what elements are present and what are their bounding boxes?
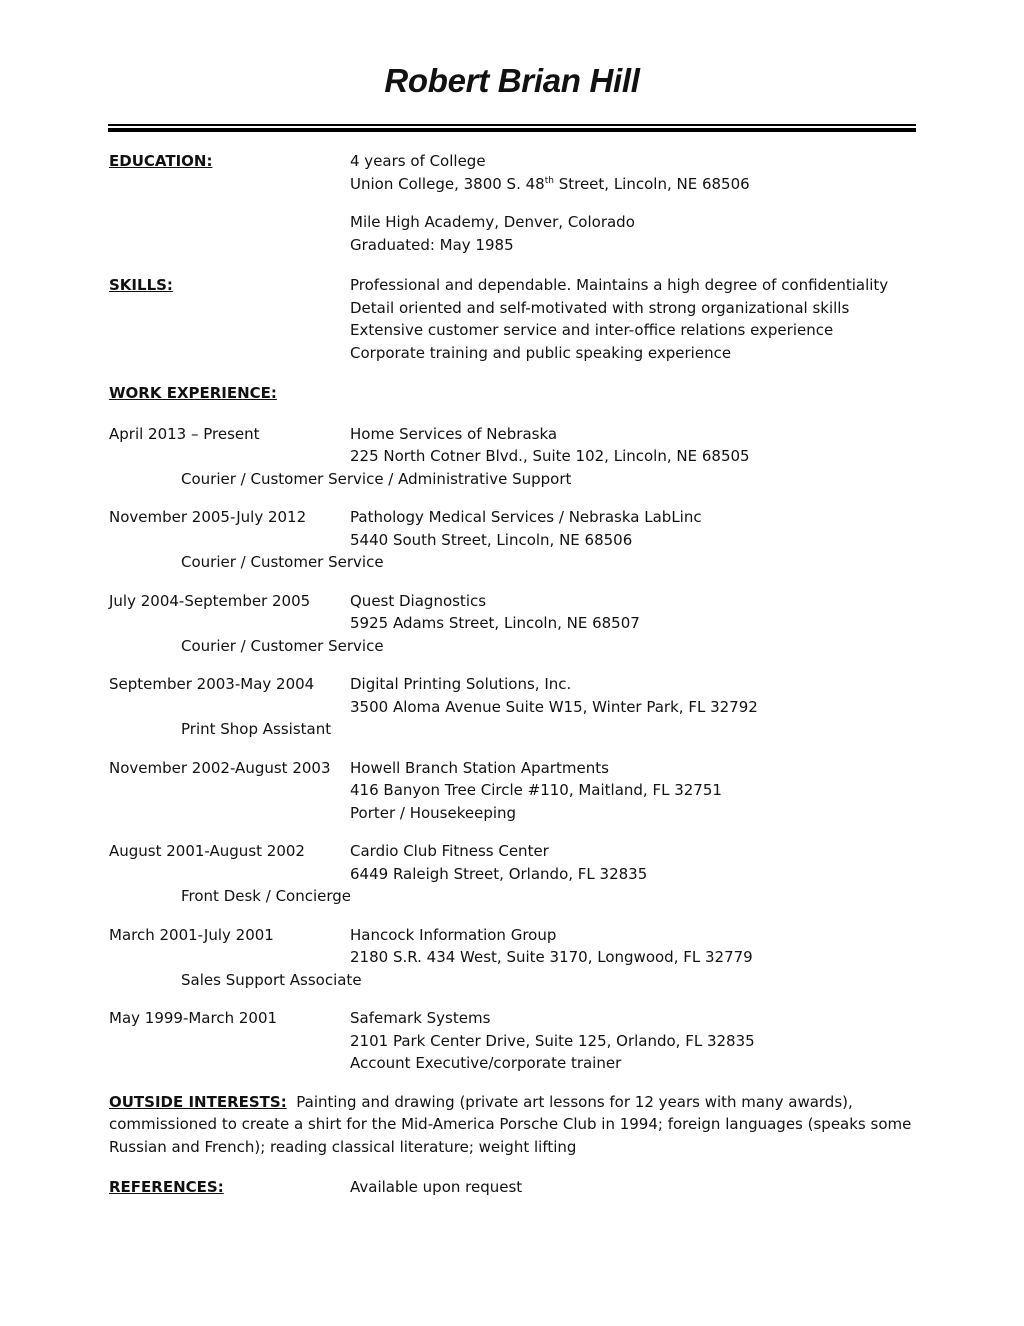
header-rule-thin — [108, 124, 916, 126]
skill-item: Professional and dependable. Maintains a high degree of confidentiality — [350, 276, 889, 294]
job-role: Courier / Customer Service / Administrative Support — [181, 469, 572, 488]
job-role: Print Shop Assistant — [181, 720, 332, 738]
references-heading: REFERENCES: — [109, 1178, 224, 1196]
job-entry — [109, 840, 919, 908]
job-dates: March 2001-July 2001 — [109, 925, 274, 944]
education-line: Union College, 3800 S. 48th Street, Lincoln, NE 68506 — [350, 174, 750, 193]
job-dates: November 2002-August 2003 — [109, 758, 331, 777]
job-employer: Digital Printing Solutions, Inc. — [350, 675, 572, 693]
work-experience-heading: WORK EXPERIENCE: — [109, 384, 277, 402]
candidate-name: Robert Brian Hill — [384, 62, 640, 99]
job-role: Porter / Housekeeping — [350, 803, 517, 822]
job-employer: Cardio Club Fitness Center — [350, 842, 549, 860]
skills-heading: SKILLS: — [109, 276, 173, 294]
job-dates: July 2004-September 2005 — [109, 591, 311, 610]
references-section — [109, 1176, 919, 1199]
job-address: 416 Banyon Tree Circle #110, Maitland, FL 32751 — [350, 781, 722, 799]
education-line: 4 years of College — [350, 152, 486, 170]
job-address: 5440 South Street, Lincoln, NE 68506 — [350, 530, 633, 549]
resume-body — [109, 150, 919, 1199]
skill-item: Corporate training and public speaking experience — [350, 343, 732, 362]
ordinal-superscript: th — [544, 175, 554, 186]
job-dates: September 2003-May 2004 — [109, 675, 315, 693]
skill-item: Detail oriented and self-motivated with strong organizational skills — [350, 298, 850, 317]
job-employer: Howell Branch Station Apartments — [350, 758, 609, 777]
job-role: Courier / Customer Service — [181, 553, 384, 571]
outside-interests-heading: OUTSIDE INTERESTS: — [109, 1092, 287, 1111]
education-section — [109, 150, 919, 256]
outside-interests-section — [109, 1091, 919, 1159]
job-address: 5925 Adams Street, Lincoln, NE 68507 — [350, 614, 640, 632]
job-entry — [109, 590, 919, 658]
job-dates: May 1999-March 2001 — [109, 1009, 278, 1027]
job-role: Sales Support Associate — [181, 970, 362, 989]
skill-item: Extensive customer service and inter-office relations experience — [350, 321, 834, 339]
job-employer: Home Services of Nebraska — [350, 424, 558, 443]
work-experience-section — [109, 382, 919, 1075]
job-entry — [109, 423, 919, 491]
job-dates: November 2005-July 2012 — [109, 508, 307, 526]
job-employer: Hancock Information Group — [350, 925, 557, 944]
education-line: Mile High Academy, Denver, Colorado — [350, 213, 635, 231]
job-address: 2180 S.R. 434 West, Suite 3170, Longwood, FL 32779 — [350, 948, 753, 966]
outside-interests-text: Painting and drawing (private art lessons for 12 years with many awards), commissioned to create a shirt for the Mid-America Porsche Club in 1994; foreign languages (speaks some Russian and French); reading classical literature; weight lifting — [109, 1092, 912, 1156]
job-entry — [109, 506, 919, 574]
job-employer: Safemark Systems — [350, 1009, 491, 1027]
skills-section — [109, 274, 919, 364]
job-address: 225 North Cotner Blvd., Suite 102, Lincoln, NE 68505 — [350, 447, 750, 465]
header-rule-thick — [108, 128, 916, 132]
job-role: Courier / Customer Service — [181, 636, 384, 655]
job-entry — [109, 757, 919, 825]
job-dates: April 2013 – Present — [109, 424, 260, 443]
job-address: 6449 Raleigh Street, Orlando, FL 32835 — [350, 864, 648, 883]
education-heading: EDUCATION: — [109, 152, 213, 170]
references-text: Available upon request — [350, 1178, 523, 1196]
job-entry — [109, 924, 919, 992]
job-entry — [109, 673, 919, 741]
job-role: Account Executive/corporate trainer — [350, 1054, 622, 1072]
job-dates: August 2001-August 2002 — [109, 842, 305, 860]
job-employer: Quest Diagnostics — [350, 591, 487, 610]
job-entry — [109, 1007, 919, 1075]
education-line: Graduated: May 1985 — [350, 235, 514, 254]
job-address: 2101 Park Center Drive, Suite 125, Orlando, FL 32835 — [350, 1031, 755, 1050]
job-role: Front Desk / Concierge — [181, 887, 352, 905]
job-address: 3500 Aloma Avenue Suite W15, Winter Park, FL 32792 — [350, 697, 758, 716]
job-employer: Pathology Medical Services / Nebraska LabLinc — [350, 508, 702, 526]
